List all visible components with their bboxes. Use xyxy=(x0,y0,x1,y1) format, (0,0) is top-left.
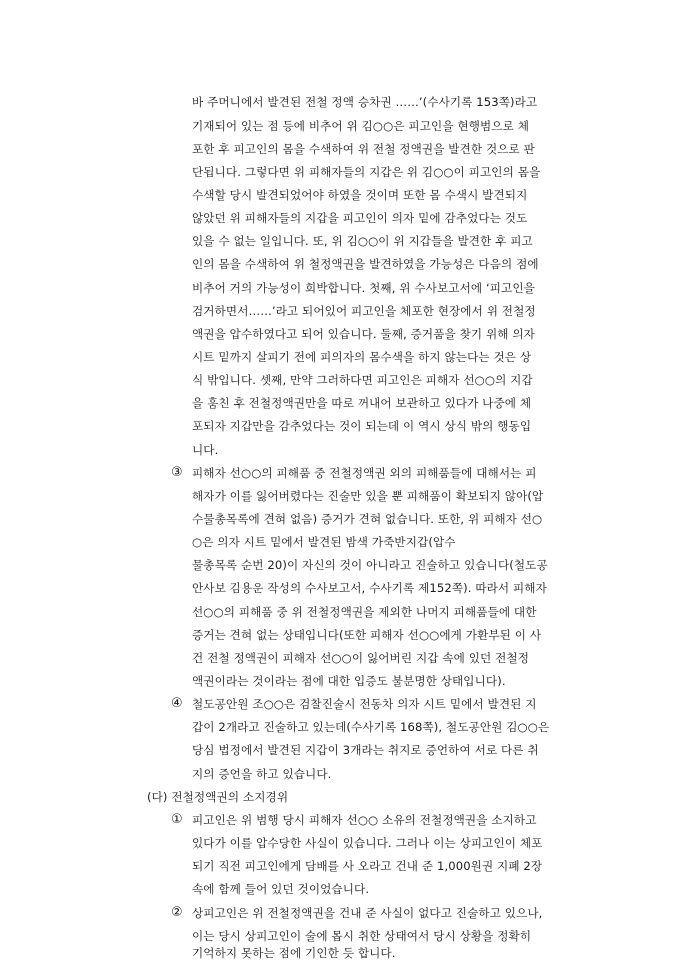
text-line: 있을 수 없는 일입니다. 또, 위 김○○이 위 지갑들을 발견한 후 피고 xyxy=(192,234,533,248)
item-marker: ④ xyxy=(171,696,183,711)
text-line: 갑이 2개라고 진술하고 있는데(수사기록 168쪽), 철도공안원 김○○은 xyxy=(192,720,550,734)
text-line: 상피고인은 위 전철정액권을 건내 준 사실이 없다고 진술하고 있으나, xyxy=(192,906,543,920)
text-line: 있다가 이를 압수당한 사실이 있습니다. 그러나 이는 상피고인이 체포 xyxy=(192,836,543,850)
text-line: 물총목록 순번 20)이 자신의 것이 아니라고 진술하고 있습니다(철도공 xyxy=(192,558,548,572)
text-line: 비추어 거의 가능성이 희박합니다. 첫째, 위 수사보고서에 ‘피고인을 xyxy=(192,281,535,295)
item-marker: ③ xyxy=(171,465,183,480)
text-line: 기재되어 있는 점 등에 비추어 위 김○○은 피고인을 현행범으로 체 xyxy=(192,119,529,133)
text-line: 을 훔친 후 전철정액권만을 따로 꺼내어 보관하고 있다가 나중에 체 xyxy=(192,396,532,410)
text-line: 피해자 선○○의 피해품 중 전철정액권 외의 피해품들에 대해서는 피 xyxy=(192,466,537,480)
text-line: 포되자 지갑만을 감추었다는 것이 되는데 이 역시 상식 밖의 행동입 xyxy=(192,419,532,433)
text-line: 지의 증언을 하고 있습니다. xyxy=(192,767,332,781)
text-line: 액권이라는 것이라는 점에 대한 입증도 불분명한 상태입니다). xyxy=(192,674,506,688)
text-line: 피고인은 위 범행 당시 피해자 선○○ 소유의 전철정액권을 소지하고 xyxy=(192,813,537,827)
text-line: 철도공안원 조○○은 검찰진술시 전동차 의자 시트 밑에서 발견된 지 xyxy=(192,697,537,711)
text-line: 되기 직전 피고인에게 담배를 사 오라고 건내 준 1,000원권 지폐 2장 xyxy=(192,859,543,873)
item-marker: ② xyxy=(171,905,183,920)
text-line: 식 밖입니다. 셋째, 만약 그러하다면 피고인은 피해자 선○○의 지갑 xyxy=(192,373,533,387)
text-line: 인의 몸을 수색하여 위 철정액권을 발견하였을 가능성은 다음의 점에 xyxy=(192,257,539,271)
text-line: 수물총목록에 견혀 없음) 증거가 견혀 없습니다. 또한, 위 피해자 선○ xyxy=(192,512,543,526)
text-line: 이는 당시 상피고인이 술에 몹시 취한 상태여서 당시 상황을 정확히 xyxy=(192,929,532,943)
text-line: 건 전철 정액권이 피해자 선○○이 잃어버린 지갑 속에 있던 전철정 xyxy=(192,651,529,665)
text-line: 증거는 견혀 없는 상태입니다(또한 피해자 선○○에게 가환부된 이 사 xyxy=(192,628,542,642)
text-line: 단됩니다. 그렇다면 위 피해자들의 지갑은 위 김○○이 피고인의 몸을 xyxy=(192,165,541,179)
text-line: 바 주머니에서 발견된 전철 정액 승차권 ……’(수사기록 153쪽)라고 xyxy=(192,95,538,109)
text-line: 않았던 위 피해자들의 지갑을 피고인이 의자 밑에 감추었다는 것도 xyxy=(192,211,528,225)
text-line: ○은 의자 시트 밑에서 발견된 밤색 가죽반지갑(압수 xyxy=(192,535,456,549)
text-line: 기억하지 못하는 점에 기인한 듯 합니다. xyxy=(192,946,396,960)
text-line: 선○○의 피해품 중 위 전철정액권을 제외한 나머지 피해품들에 대한 xyxy=(192,605,537,619)
text-line: 시트 밑까지 살피기 전에 피의자의 몸수색을 하지 않는다는 것은 상 xyxy=(192,350,532,364)
item-marker: ① xyxy=(171,812,183,827)
section-heading: (다) 전철정액권의 소지경위 xyxy=(147,790,289,804)
text-line: 속에 함께 들어 있던 것이었습니다. xyxy=(192,882,370,896)
text-line: 수색할 당시 발견되었어야 하였을 것이며 또한 몸 수색시 발견되지 xyxy=(192,188,528,202)
text-line: 액권을 압수하였다고 되어 있습니다. 둘째, 증거품을 찾기 위해 의자 xyxy=(192,327,535,341)
text-line: 니다. xyxy=(192,443,219,457)
text-line: 검거하면서……’라고 되어있어 피고인을 체포한 현장에서 위 전철정 xyxy=(192,304,536,318)
text-line: 포한 후 피고인의 몸을 수색하여 위 전철 정액권을 발견한 것으로 판 xyxy=(192,142,535,156)
text-line: 해자가 이를 잃어버렸다는 진술만 있을 뿐 피해품이 확보되지 않아(압 xyxy=(192,489,544,503)
text-line: 안사보 김용운 작성의 수사보고서, 수사기록 제152쪽). 따라서 피해자 xyxy=(192,581,547,595)
text-line: 당심 법정에서 발견된 지갑이 3개라는 취지로 증언하여 서로 다른 취 xyxy=(192,743,539,757)
